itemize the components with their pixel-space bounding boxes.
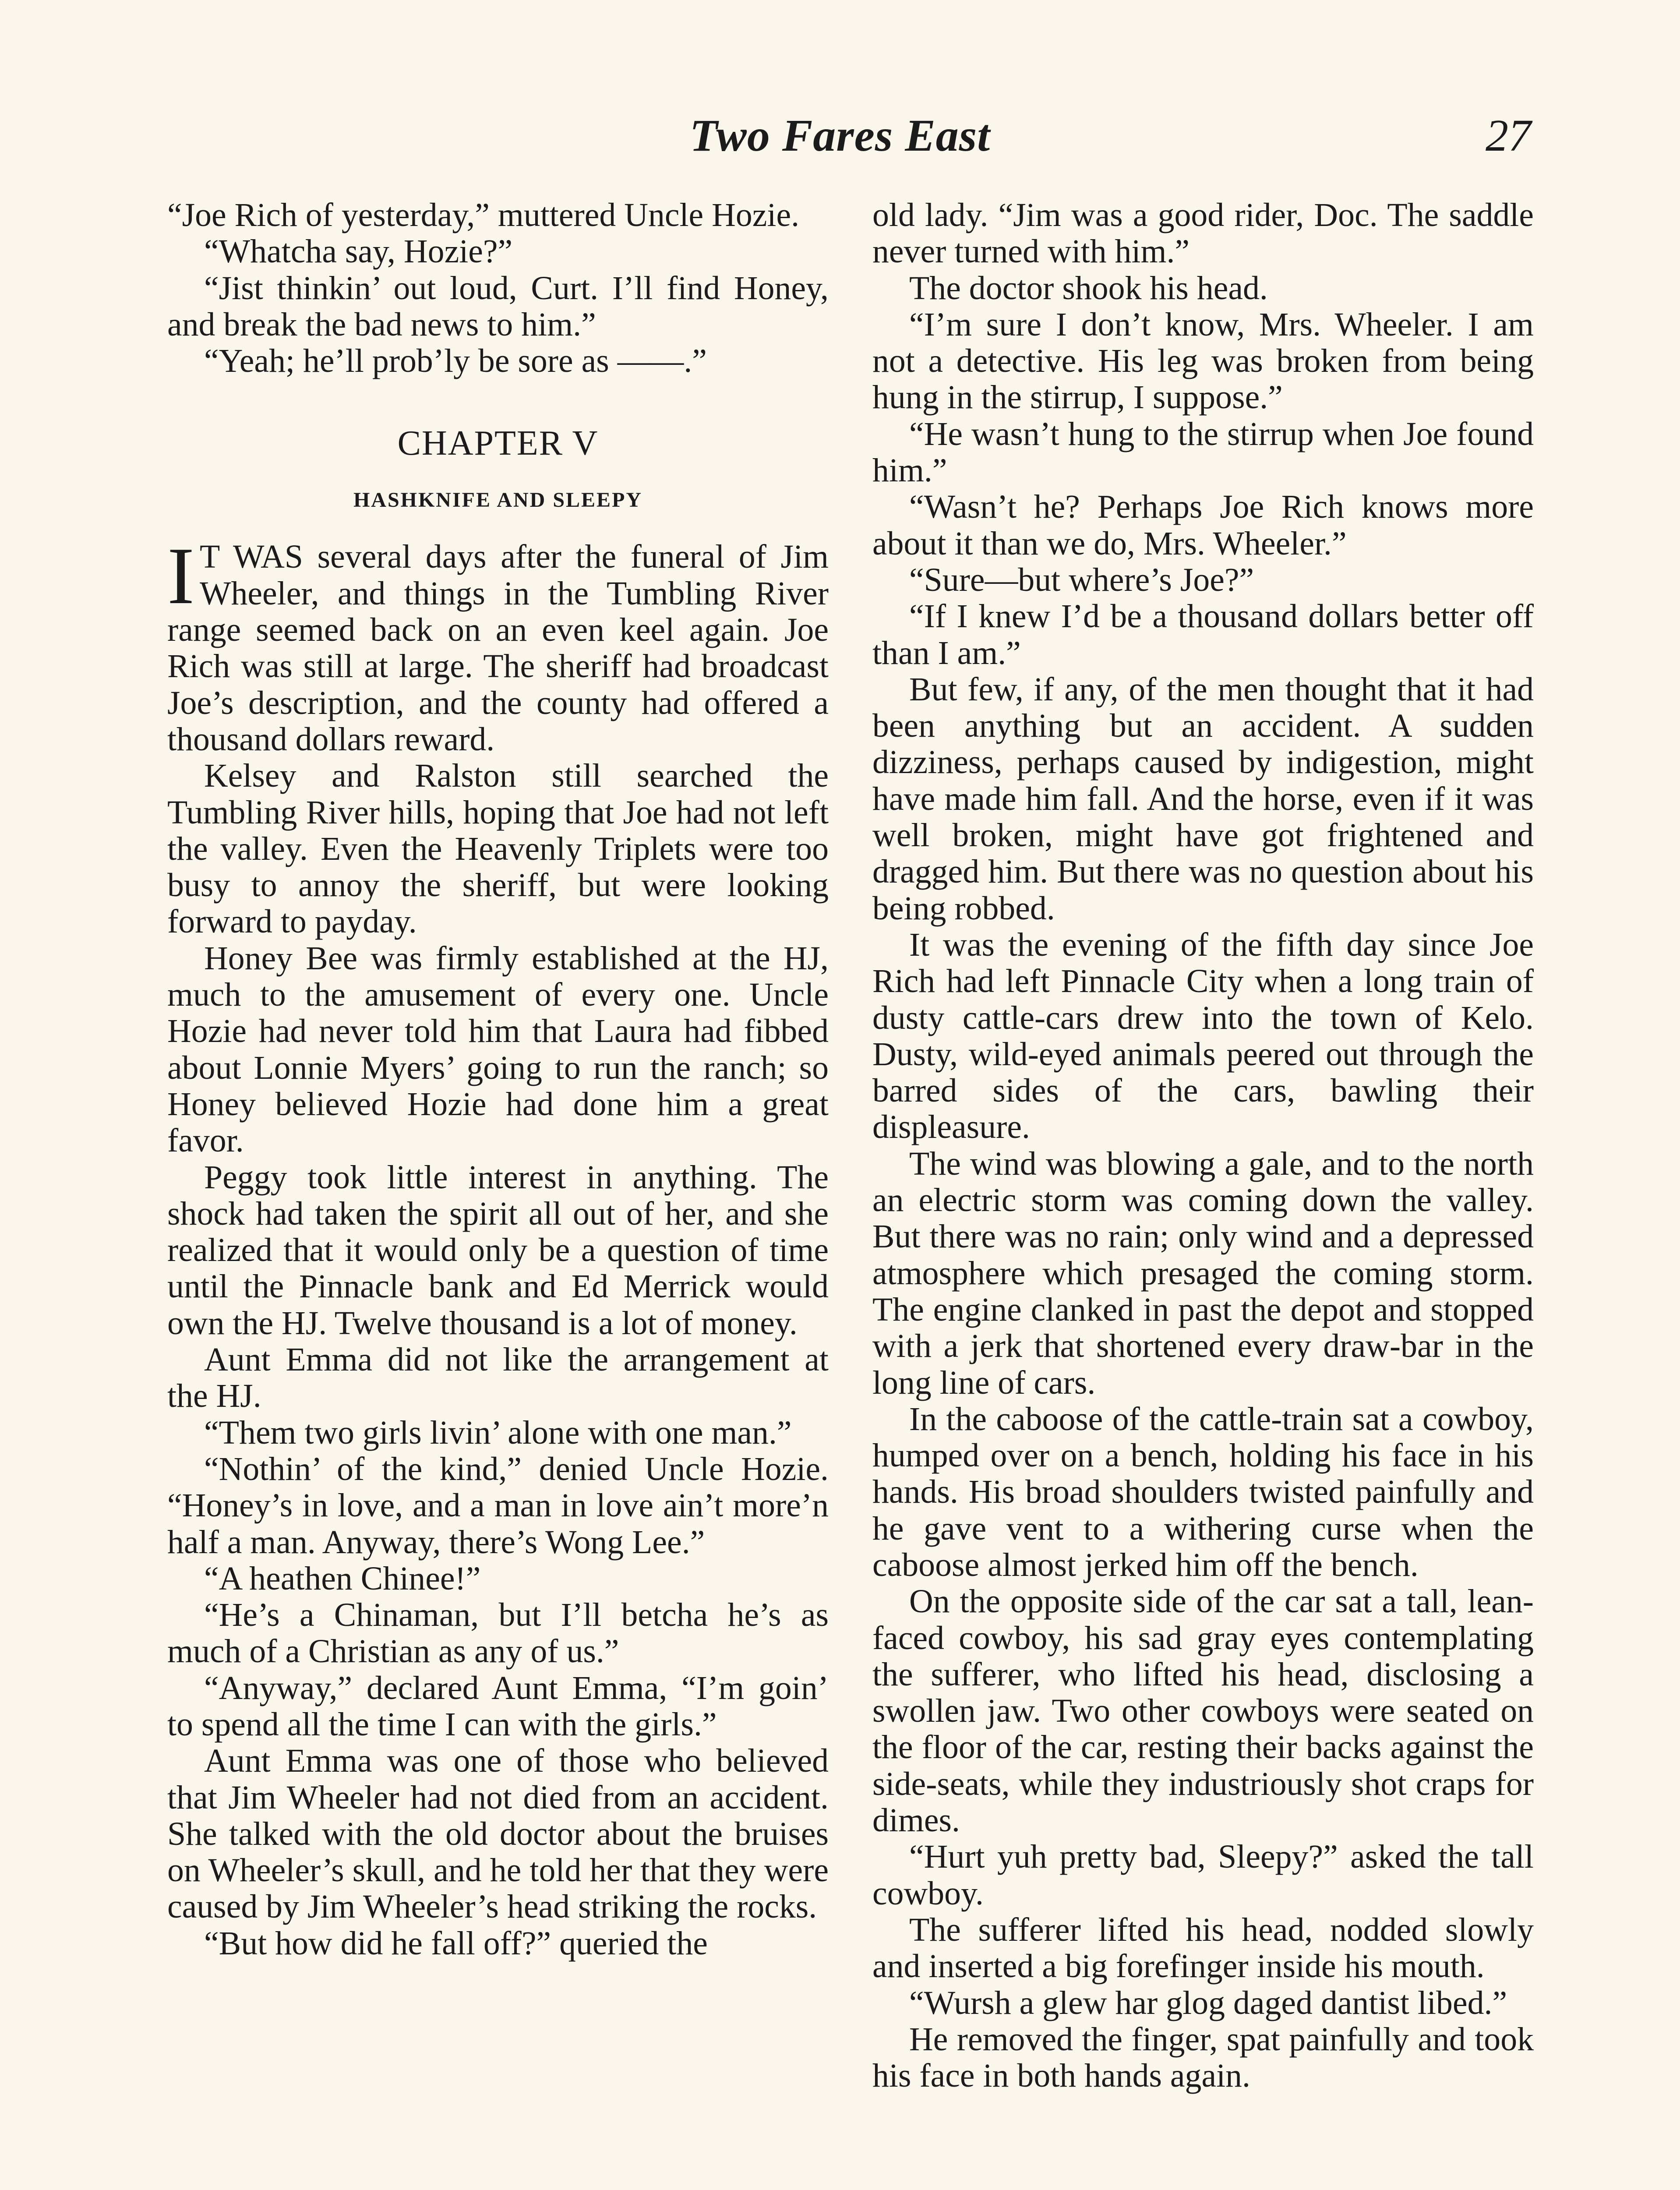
paragraph: The wind was blowing a gale, and to the north an electric storm was coming down the valley. But there was no rain; only wind and a depressed atmosphere which presaged the coming storm. The engine clanked in past the depot and stopped with a jerk that shortened every draw-bar in the long line of cars. — [872, 1145, 1534, 1401]
paragraph: “Wursh a glew har glog daged dantist libed.” — [909, 1984, 1507, 2021]
running-title: Two Fares East — [689, 110, 991, 161]
drop-cap: I — [167, 531, 194, 622]
left-column — [167, 197, 829, 1962]
paragraph: On the opposite side of the car sat a tall, lean-faced cowboy, his sad gray eyes contemplating the sufferer, who lifted his head, disclosing a swollen jaw. Two other cowboys were seated on the floor of the car, resting their backs against the side-seats, while they industriously shot craps for dimes. — [872, 1583, 1534, 1839]
right-column — [872, 197, 1534, 2094]
paragraph: “Whatcha say, Hozie?” — [204, 233, 513, 270]
page-header — [0, 110, 1680, 180]
paragraph: “He’s a Chinaman, but I’ll betcha he’s as much of a Christian as any of us.” — [167, 1597, 829, 1670]
chapter-subtitle: HASHKNIFE AND SLEEPY — [353, 488, 643, 512]
paragraph: “Yeah; he’ll prob’ly be sore as ——.” — [204, 343, 707, 380]
paragraph: But few, if any, of the men thought that it had been anything but an accident. A sudden dizziness, perhaps caused by indigestion, might have made him fall. And the horse, even if it was well broken, might have got frightened and dragged him. But there was no question about his being robbed. — [872, 671, 1534, 927]
paragraph: “Joe Rich of yesterday,” muttered Uncle Hozie. — [167, 197, 800, 233]
paragraph: “Wasn’t he? Perhaps Joe Rich knows more about it than we do, Mrs. Wheeler.” — [872, 488, 1534, 562]
paragraph: “Them two girls livin’ alone with one man.” — [204, 1414, 792, 1451]
chapter-title: CHAPTER V — [397, 424, 599, 463]
paragraph: It was the evening of the fifth day since Joe Rich had left Pinnacle City when a long train of dusty cattle-cars drew into the town of Kelo. Dusty, wild-eyed animals peered out through the barred sides of the cars, bawling their displeasure. — [872, 926, 1534, 1146]
paragraph: He removed the finger, spat painfully and took his face in both hands again. — [872, 2020, 1534, 2095]
paragraph: old lady. “Jim was a good rider, Doc. The saddle never turned with him.” — [872, 197, 1534, 270]
paragraph: “Anyway,” declared Aunt Emma, “I’m goin’ to spend all the time I can with the girls.” — [167, 1669, 829, 1743]
paragraph: “He wasn’t hung to the stirrup when Joe found him.” — [872, 415, 1534, 489]
paragraph: In the caboose of the cattle-train sat a cowboy, humped over on a bench, holding his face in his hands. His broad shoulders twisted painfully and he gave vent to a withering curse when the caboose almost jerked him off the bench. — [872, 1400, 1534, 1583]
paragraph: “A heathen Chinee!” — [204, 1560, 481, 1597]
paragraph: Honey Bee was firmly established at the HJ, much to the amusement of every one. Uncle Hozie had never told him that Laura had fibbed about Lonnie Myers’ going to run the ranch; so Honey believed Hozie had done him a great favor. — [167, 940, 829, 1159]
page-number: 27 — [1486, 110, 1531, 161]
paragraph: “I’m sure I don’t know, Mrs. Wheeler. I am not a detective. His leg was broken from being hung in the stirrup, I suppose.” — [872, 306, 1534, 416]
paragraph: Aunt Emma did not like the arrangement at the HJ. — [167, 1341, 829, 1415]
paragraph: “If I knew I’d be a thousand dollars better off than I am.” — [872, 598, 1534, 671]
paragraph: Peggy took little interest in anything. The shock had taken the spirit all out of her, and she realized that it would only be a question of time until the Pinnacle bank and Ed Merrick would own the HJ. Twelve thousand is a lot of money. — [167, 1159, 829, 1342]
paragraph: “Jist thinkin’ out loud, Curt. I’ll find Honey, and break the bad news to him.” — [167, 269, 829, 343]
paragraph: The doctor shook his head. — [909, 269, 1268, 307]
paragraph: “Nothin’ of the kind,” denied Uncle Hozie. “Honey’s in love, and a man in love ain’t more’n half a man. Anyway, there’s Wong Lee.” — [167, 1450, 829, 1561]
paragraph: Kelsey and Ralston still searched the Tumbling River hills, hoping that Joe had not left the valley. Even the Heavenly Triplets were too busy to annoy the sheriff, but were looking forward to payday. — [167, 757, 829, 940]
paragraph-text: T WAS several days after the funeral of Jim Wheeler, and things in the Tumbling River range seemed back on an even keel again. Joe Rich was still at large. The sheriff had broadcast Joe’s description, and the county had offered a thousand dollars reward. — [167, 538, 829, 758]
paragraph: Aunt Emma was one of those who believed that Jim Wheeler had not died from an accident. She talked with the old doctor about the bruises on Wheeler’s skull, and he told her that they were caused by Jim Wheeler’s head striking the rocks. — [167, 1742, 829, 1925]
paragraph: “But how did he fall off?” queried the — [204, 1925, 708, 1962]
paragraph: The sufferer lifted his head, nodded slowly and inserted a big forefinger inside his mouth. — [872, 1911, 1534, 1985]
paragraph: “Hurt yuh pretty bad, Sleepy?” asked the tall cowboy. — [872, 1838, 1534, 1912]
opening-paragraph — [167, 531, 829, 758]
paragraph: “Sure—but where’s Joe?” — [909, 561, 1254, 598]
